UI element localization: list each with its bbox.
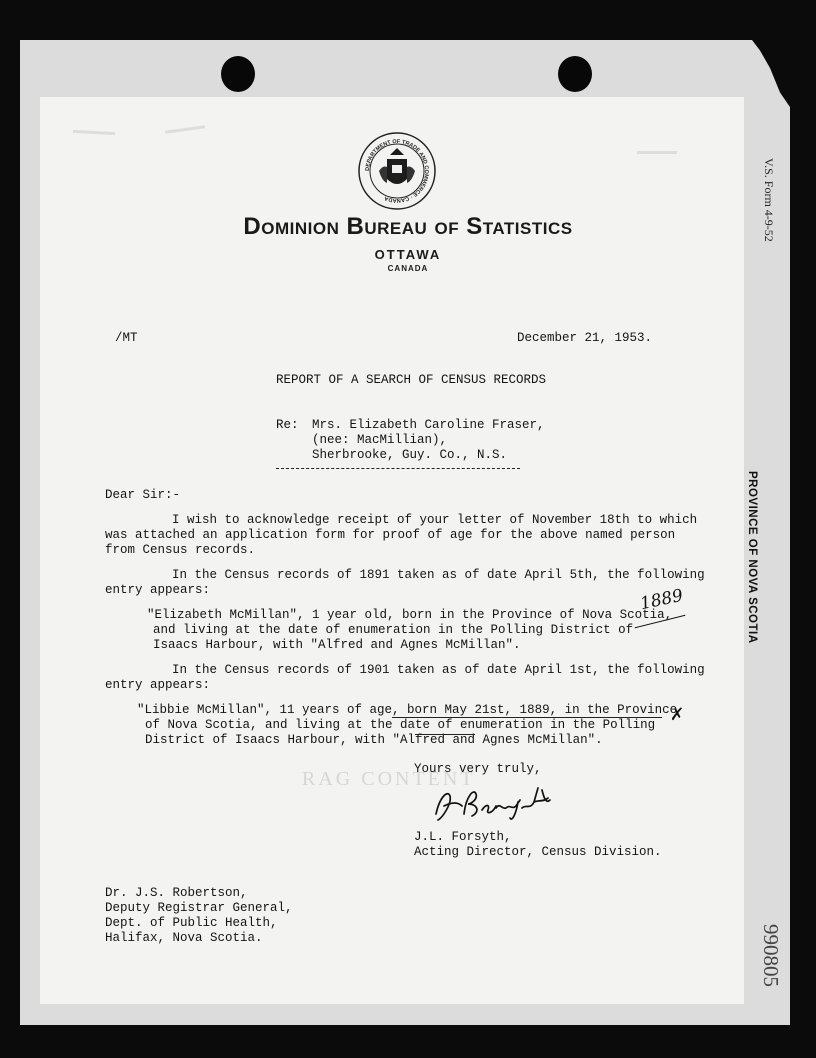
form-reference: V.S. Form 4-9-52	[762, 158, 776, 242]
bureau-country: CANADA	[387, 264, 429, 273]
re-line: Mrs. Elizabeth Caroline Fraser,	[312, 418, 545, 432]
bleed-through-text: RAG CONTENT	[302, 768, 476, 790]
recipient-line: Halifax, Nova Scotia.	[105, 931, 263, 945]
bureau-city: OTTAWA	[374, 247, 442, 262]
paragraph-line: I wish to acknowledge receipt of your letter of November 18th to which	[172, 513, 698, 527]
file-number: 990805	[759, 923, 783, 987]
re-divider	[276, 468, 520, 469]
paragraph-line: was attached an application form for proof of age for the above named person	[105, 528, 676, 542]
bureau-title: Dominion Bureau of Statistics	[243, 213, 573, 240]
letter-date: December 21, 1953.	[517, 331, 653, 345]
re-line: Sherbrooke, Guy. Co., N.S.	[312, 448, 508, 462]
paragraph-line: from Census records.	[105, 543, 256, 557]
re-label: Re:	[276, 418, 299, 432]
handwritten-underline	[392, 717, 662, 718]
paragraph-line: In the Census records of 1891 taken as of date April 5th, the following	[172, 568, 705, 582]
handwritten-underline	[415, 734, 475, 735]
punch-hole-left	[221, 56, 255, 92]
quote-line: "Elizabeth McMillan", 1 year old, born in the Province of Nova Scotia,	[147, 608, 673, 622]
signer-title: Acting Director, Census Division.	[414, 845, 662, 859]
recipient-line: Dept. of Public Health,	[105, 916, 278, 930]
signature	[430, 780, 560, 828]
punch-hole-right	[558, 56, 592, 92]
letter-heading: REPORT OF A SEARCH OF CENSUS RECORDS	[276, 373, 547, 387]
province-label: PROVINCE OF NOVA SCOTIA	[746, 471, 758, 644]
department-seal	[357, 131, 437, 211]
margin-cross: ✗	[670, 705, 685, 725]
quote-line: and living at the date of enumeration in the Polling District of	[153, 623, 634, 637]
re-line: (nee: MacMillian),	[312, 433, 448, 447]
paragraph-line: entry appears:	[105, 583, 211, 597]
paragraph-line: In the Census records of 1901 taken as of date April 1st, the following	[172, 663, 705, 677]
quote-line: District of Isaacs Harbour, with "Alfred and Agnes McMillan".	[145, 733, 603, 747]
seal-text: DEPARTMENT OF TRADE AND COMMERCE · CANADA	[364, 138, 430, 204]
margin-year: 1889	[638, 585, 685, 615]
quote-line: "Libbie McMillan", 11 years of age, born May 21st, 1889, in the Province	[137, 703, 678, 717]
quote-line: Isaacs Harbour, with "Alfred and Agnes McMillan".	[153, 638, 521, 652]
recipient-line: Dr. J.S. Robertson,	[105, 886, 248, 900]
staple-mark	[637, 151, 677, 154]
signer-name: J.L. Forsyth,	[414, 830, 512, 844]
paragraph-line: entry appears:	[105, 678, 211, 692]
quote-line: of Nova Scotia, and living at the date of enumeration in the Polling	[145, 718, 656, 732]
reference-code: /MT	[115, 331, 138, 345]
recipient-line: Deputy Registrar General,	[105, 901, 293, 915]
salutation: Dear Sir:-	[105, 488, 181, 502]
closing: Yours very truly,	[414, 762, 542, 776]
